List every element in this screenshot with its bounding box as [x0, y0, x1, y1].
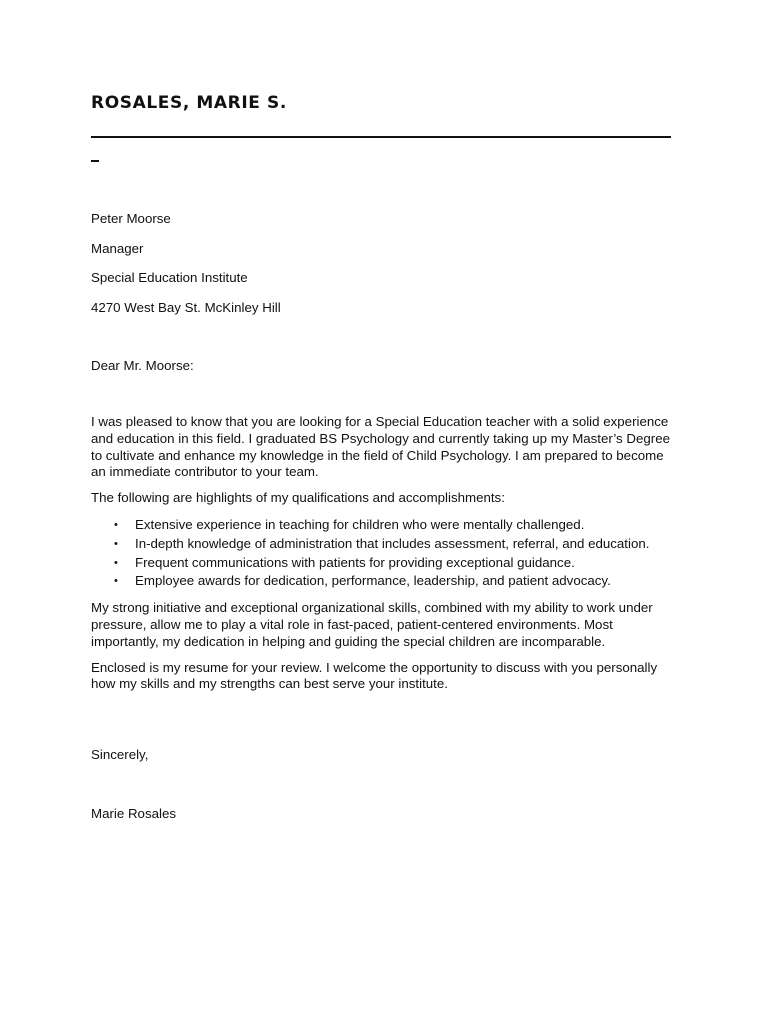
list-item	[114, 572, 681, 591]
complimentary-close: Sincerely,	[91, 747, 149, 762]
list-item	[114, 535, 681, 554]
highlights-list	[91, 516, 681, 591]
bullet-icon: •	[114, 518, 118, 531]
list-item-text: Employee awards for dedication, performance, leadership, and patient advocacy.	[135, 573, 611, 589]
bullet-icon: •	[114, 556, 118, 569]
recipient-name: Peter Moorse	[91, 211, 171, 226]
salutation: Dear Mr. Moorse:	[91, 358, 194, 373]
bullet-icon: •	[114, 575, 118, 588]
bullet-icon: •	[114, 537, 118, 550]
letter-body	[91, 414, 681, 702]
recipient-title: Manager	[91, 240, 144, 256]
recipient-street-address: 4270 West Bay St. McKinley Hill	[91, 299, 281, 315]
list-item	[114, 554, 681, 573]
enclosure-paragraph: Enclosed is my resume for your review. I welcome the opportunity to discuss with you personally how my skills and my strengths can best serve your institute.	[91, 659, 658, 692]
list-item-text: Frequent communications with patients for providing exceptional guidance.	[135, 554, 575, 570]
list-item-text: Extensive experience in teaching for children who were mentally challenged.	[135, 516, 585, 532]
header-rule-overflow	[91, 160, 99, 162]
header-rule	[91, 136, 671, 138]
strengths-paragraph: My strong initiative and exceptional organizational skills, combined with my ability to work under pressure, allow me to play a vital role in fast-paced, patient-centered environments. Most importantly, my dedication in helping and guiding the special children are incomparable.	[91, 600, 653, 649]
list-item	[114, 516, 681, 535]
intro-paragraph: I was pleased to know that you are looking for a Special Education teacher with a solid experience and education in this field. I graduated BS Psychology and currently taking up my Master’s Degree to cultivate and enhance my knowledge in the field of Child Psychology. I am prepared to become an immediate contributor to your team.	[91, 414, 670, 480]
sender-name-heading: ROSALES, MARIE S.	[91, 93, 287, 113]
signature-name: Marie Rosales	[91, 806, 176, 821]
list-item-text: In-depth knowledge of administration that includes assessment, referral, and education.	[135, 535, 650, 551]
recipient-organization: Special Education Institute	[91, 270, 248, 286]
recipient-address-block	[91, 210, 281, 328]
highlights-intro-paragraph: The following are highlights of my qualifications and accomplishments:	[91, 490, 505, 506]
